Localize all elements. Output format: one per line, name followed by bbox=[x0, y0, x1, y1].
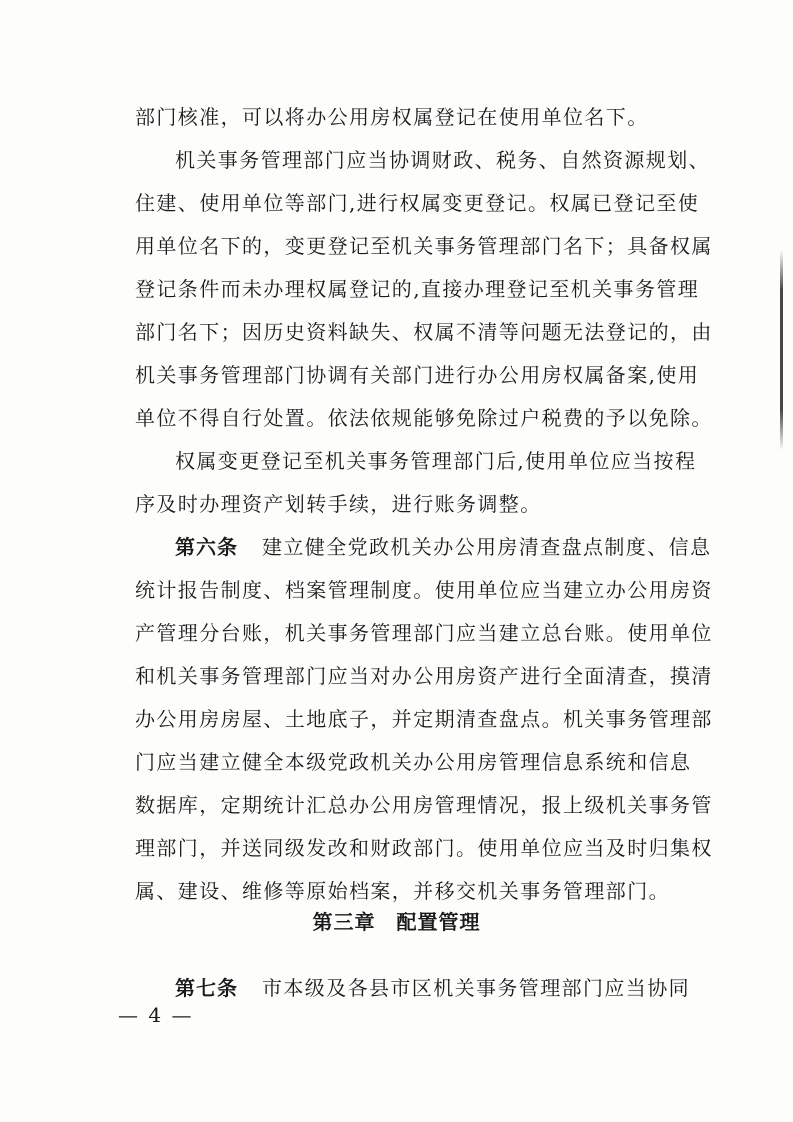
text-line: 和机关事务管理部门应当对办公用房资产进行全面清查，摸清 bbox=[135, 664, 713, 688]
text-line: 产管理分台账，机关事务管理部门应当建立总台账。使用单位 bbox=[135, 621, 713, 645]
text-line: 部门名下；因历史资料缺失、权属不清等问题无法登记的，由 bbox=[135, 320, 713, 344]
body-text bbox=[135, 96, 713, 913]
text-line: 数据库，定期统计汇总办公用房管理情况，报上级机关事务管 bbox=[135, 793, 713, 817]
text-line: 机关事务管理部门应当协调财政、税务、自然资源规划、 bbox=[175, 148, 710, 172]
chapter-title: 第三章 配置管理 bbox=[312, 910, 481, 934]
text-line: 单位不得自行处置。依法依规能够免除过户税费的予以免除。 bbox=[135, 406, 713, 430]
text-line: 理部门，并送同级发改和财政部门。使用单位应当及时归集权 bbox=[135, 836, 713, 860]
page-number: — 4 — bbox=[118, 1003, 194, 1027]
text-line: 办公用房房屋、土地底子，并定期清查盘点。机关事务管理部 bbox=[135, 707, 713, 731]
text-line: 住建、使用单位等部门,进行权属变更登记。权属已登记至使 bbox=[135, 191, 700, 215]
text-line: 序及时办理资产划转手续，进行账务调整。 bbox=[135, 492, 542, 516]
text-line: 门应当建立健全本级党政机关办公用房管理信息系统和信息 bbox=[135, 750, 692, 774]
article-7-text: 市本级及各县市区机关事务管理部门应当协同 bbox=[262, 976, 690, 1000]
article-6-label: 第六条 bbox=[175, 535, 238, 559]
text-line: 统计报告制度、档案管理制度。使用单位应当建立办公用房资 bbox=[135, 578, 713, 602]
text-line: 权属变更登记至机关事务管理部门后,使用单位应当按程 bbox=[175, 449, 697, 473]
article-6-text: 建立健全党政机关办公用房清查盘点制度、信息 bbox=[262, 535, 712, 559]
scan-edge-mark bbox=[780, 250, 783, 450]
text-line: 属、建设、维修等原始档案，并移交机关事务管理部门。 bbox=[135, 879, 670, 903]
text-line: 用单位名下的，变更登记至机关事务管理部门名下；具备权属 bbox=[135, 234, 713, 258]
text-line: 机关事务管理部门协调有关部门进行办公用房权属备案,使用 bbox=[135, 363, 700, 387]
text-line: 登记条件而未办理权属登记的,直接办理登记至机关事务管理 bbox=[135, 277, 700, 301]
article-6-first-line bbox=[135, 526, 712, 569]
article-7-label: 第七条 bbox=[175, 976, 238, 1000]
text-line: 部门核准，可以将办公用房权属登记在使用单位名下。 bbox=[135, 105, 649, 129]
article-7-line bbox=[135, 967, 735, 1010]
